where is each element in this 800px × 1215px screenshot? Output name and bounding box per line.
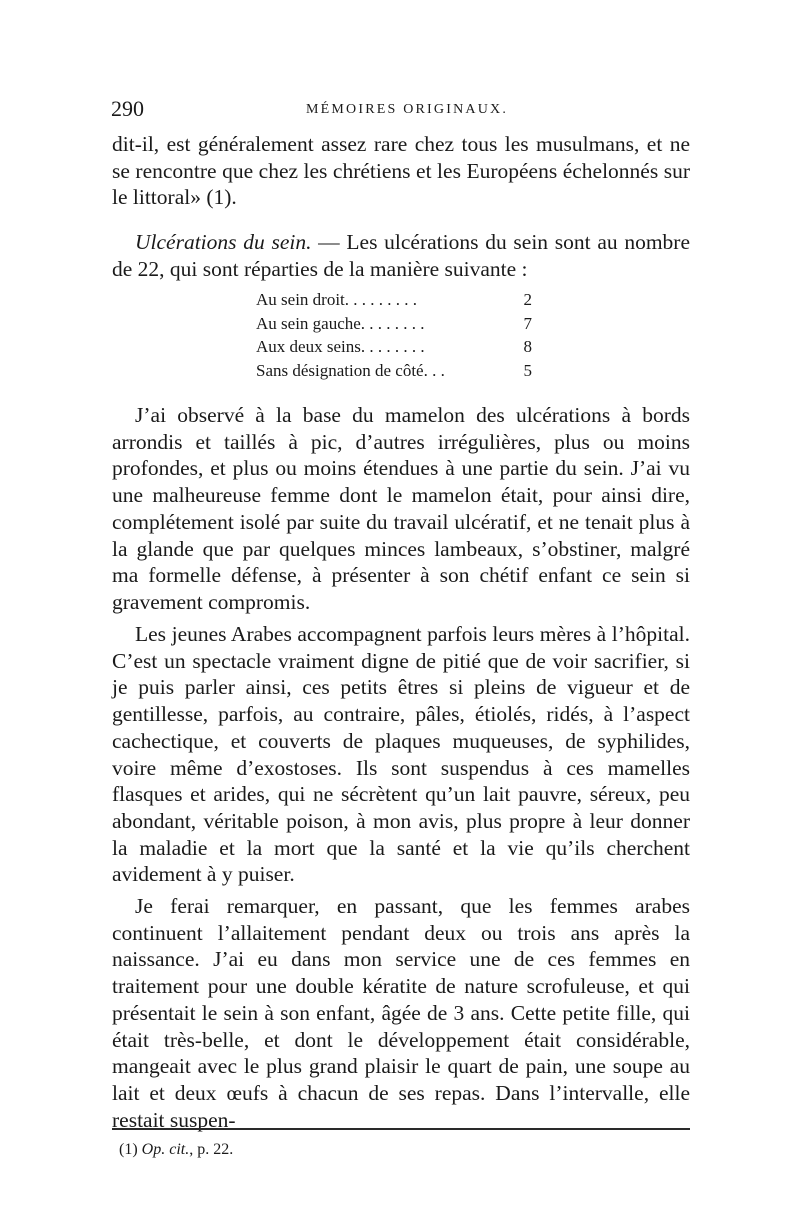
- table-row-value: 5: [523, 360, 532, 380]
- table-row: [256, 359, 532, 383]
- running-head: MÉMOIRES ORIGINAUX.: [306, 102, 509, 117]
- table-row-value: 7: [523, 313, 532, 333]
- table-row-label: Sans désignation de côté. . .: [256, 360, 445, 380]
- table-row-value: 8: [523, 337, 532, 356]
- footnote-source: Op. cit.: [141, 1141, 190, 1158]
- page-number: 290: [111, 96, 144, 121]
- table-row-label: Au sein gauche. . . . . . . .: [256, 313, 425, 333]
- paragraph-text: Les jeunes Arabes accompagnent parfois leurs mères à l’hôpital. C’est un spectacle vraiment digne de pitié que de voir sacrifier, si je puis parler ainsi, ces petits êtres si pleins de vigueur et de gentillesse, parfois, au contraire, pâles, étiolés, ridés, à l’aspect cachectique, et couverts de plaques muqueuses, de syphilides, voire même d’exostoses. Ils sont suspendus à ces mamelles flasques et arides, qui ne sécrètent qu’un lait pauvre, séreux, peu abondant, véritable poison, à mon avis, plus propre à leur donner la maladie et la mort que la santé et la vie qu’ils cherchent avidement à y puiser.: [112, 622, 690, 887]
- table-row-label: Au sein droit. . . . . . . . .: [256, 290, 418, 309]
- paragraph-breastfeeding: [112, 893, 690, 1133]
- paragraph-observation: [112, 402, 690, 616]
- paragraph-ulcerations: [112, 229, 690, 282]
- footnote-page: , p. 22.: [189, 1141, 234, 1158]
- ulceration-table: [256, 288, 532, 382]
- paragraph-text: dit-il, est généralement assez rare chez tous les musulmans, et ne se rencontre que chez les chrétiens et les Européens échelonnés sur le littoral» (1).: [112, 132, 690, 210]
- footnote-divider: [112, 1128, 690, 1130]
- table-row: [256, 312, 532, 336]
- paragraph-text: Je ferai remarquer, en passant, que les femmes arabes continuent l’allaitement pendant deux ou trois ans après la naissance. J’ai eu dans mon service une de ces femmes en traitement pour une double kératite de nature scrofuleuse, et qui présentait le sein à son enfant, âgée de 3 ans. Cette petite fille, qui était très-belle, et dont le développement était considérable, mangeait avec le plus grand plaisir le quart de pain, une soupe au lait et deux œufs à chacun de ses repas. Dans l’intervalle, elle restait suspen-: [112, 894, 690, 1132]
- section-heading: Ulcérations du sein.: [135, 230, 312, 254]
- table-row-label: Aux deux seins. . . . . . . .: [256, 337, 425, 356]
- paragraph-text: — Les ulcérations du sein sont au nombre de 22, qui sont réparties de la manière suivante :: [112, 230, 691, 281]
- paragraph-text: J’ai observé à la base du mamelon des ulcérations à bords arrondis et taillés à pic, d’autres irrégulières, plus ou moins profondes, et plus ou moins étendues à une partie du sein. J’ai vu une malheureuse femme dont le mamelon était, pour ainsi dire, complétement isolé par suite du travail ulcératif, et ne tenait plus à la glande que par quelques minces lambeaux, s’obstiner, malgré ma formelle défense, à présenter à son chétif enfant ce sein si gravement compromis.: [112, 403, 690, 614]
- table-row-value: 2: [523, 290, 532, 309]
- footnote-marker: (1): [119, 1141, 142, 1158]
- footnote: [119, 1140, 233, 1160]
- table-row: [256, 288, 532, 312]
- paragraph-continuation: [112, 131, 690, 211]
- table-row: [256, 335, 532, 359]
- paragraph-young-arabs: [112, 621, 690, 888]
